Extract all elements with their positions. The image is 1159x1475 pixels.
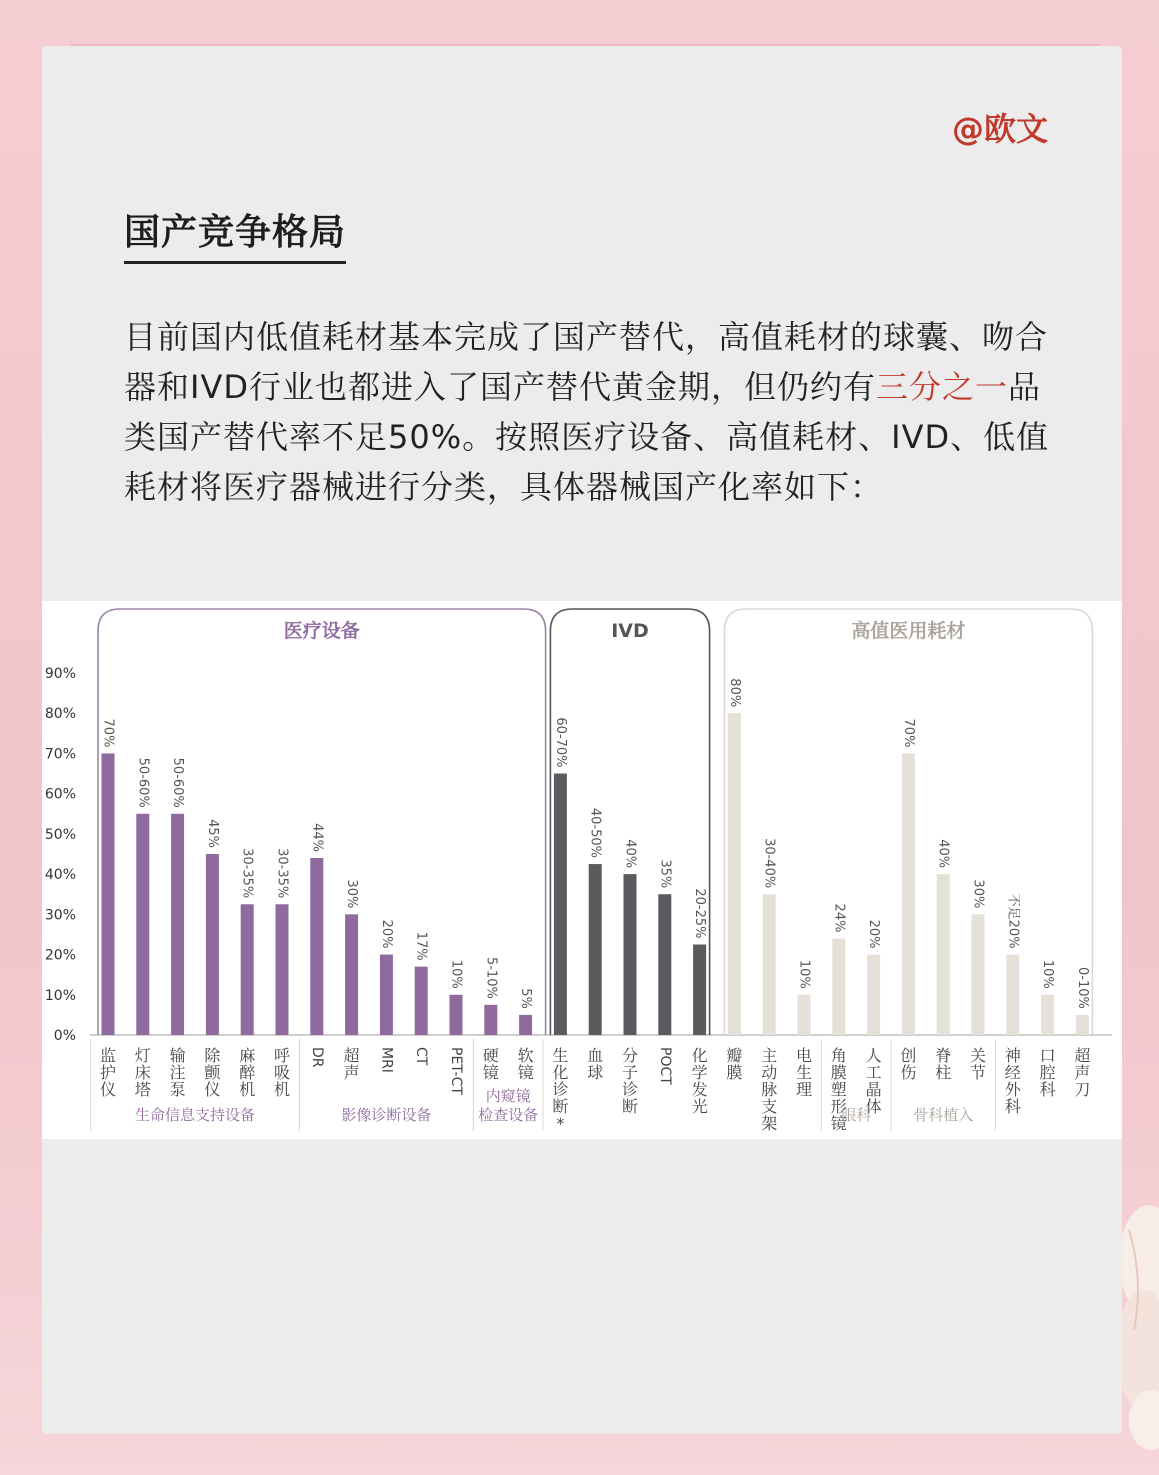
bar-value-label: 30-40%: [761, 838, 777, 889]
bar-value-label: 20-25%: [692, 888, 708, 939]
x-tick-label: 呼吸机: [273, 1046, 291, 1099]
subgroup-label: 骨科植入: [913, 1106, 974, 1124]
bar: [624, 874, 637, 1035]
x-tick-label: 硬镜: [482, 1046, 499, 1082]
x-tick-label: 血球: [587, 1046, 604, 1082]
bar-value-label: 30-35%: [239, 848, 255, 899]
y-tick-label: 70%: [44, 746, 76, 763]
bar-value-label: 30-35%: [274, 848, 290, 899]
x-tick-label: 灯床塔: [134, 1046, 151, 1099]
bar: [136, 814, 149, 1035]
bar: [345, 914, 358, 1035]
bar-value-label: 0-10%: [1074, 967, 1090, 1009]
bar: [658, 894, 671, 1035]
subgroup-label: 眼科: [841, 1106, 872, 1124]
x-tick-label: POCT: [656, 1047, 673, 1085]
bar: [241, 904, 254, 1035]
y-tick-label: 20%: [44, 947, 76, 964]
bar-value-label: 20%: [378, 919, 394, 949]
x-tick-label: CT: [413, 1047, 430, 1066]
bar-value-label: 44%: [309, 823, 325, 853]
bar-value-label: 35%: [657, 859, 673, 889]
subgroup-label: 检查设备: [478, 1106, 539, 1124]
x-tick-label: 主动脉支架: [761, 1046, 778, 1133]
y-tick-label: 80%: [44, 706, 76, 723]
x-tick-label: 电生理: [795, 1046, 813, 1099]
y-tick-label: 90%: [44, 666, 76, 682]
intro-paragraph: [124, 312, 1064, 512]
author-handle: @欧文: [952, 110, 1049, 148]
intro-highlight: 三分之一: [875, 368, 1008, 406]
bar: [1076, 1015, 1089, 1035]
bar-value-label: 24%: [831, 903, 847, 933]
bar: [102, 753, 115, 1035]
bar-value-label: 50-60%: [170, 757, 186, 808]
bar-value-label: 80%: [726, 678, 742, 708]
subgroup-label: 内窥镜: [485, 1087, 531, 1105]
intro-text-part2: 品类国产替代率不足50%。按照医疗设备、高值耗材、IVD、低值耗材将医疗器械进行分类，具体器械国产化率如下：: [124, 368, 1050, 506]
x-tick-label: 软镜: [517, 1046, 534, 1082]
bar-value-label: 60-70%: [552, 717, 568, 768]
x-tick-label: 麻醉机: [239, 1046, 256, 1099]
bar-value-label: 45%: [204, 819, 220, 848]
subgroup-label: 影像诊断设备: [341, 1106, 432, 1124]
bar-value-label: 20%: [866, 919, 882, 949]
bar: [171, 814, 184, 1035]
x-tick-label: MRI: [378, 1047, 395, 1073]
bar: [1006, 955, 1019, 1035]
x-tick-label: PET-CT: [448, 1047, 464, 1095]
bar-value-label: 5%: [518, 988, 534, 1009]
bar-value-label: 17%: [413, 931, 429, 961]
bar: [972, 914, 985, 1035]
y-tick-label: 40%: [44, 867, 76, 884]
x-tick-label: 口腔科: [1039, 1046, 1056, 1099]
bar-value-label: 30%: [344, 879, 360, 909]
x-tick-label: 人工晶体: [865, 1046, 882, 1116]
bar-value-label: 5-10%: [483, 956, 499, 999]
y-tick-label: 60%: [44, 786, 76, 803]
group-title: IVD: [611, 620, 649, 642]
x-tick-label: 超声: [343, 1046, 360, 1082]
subgroup-label: 生命信息支持设备: [134, 1106, 256, 1124]
intro-text-part1: 目前国内低值耗材基本完成了国产替代，高值耗材的球囊、吻合器和IVD行业也都进入了国产替代黄金期，但仍约有: [124, 318, 1049, 406]
bar: [310, 858, 323, 1035]
bar: [937, 874, 950, 1035]
y-tick-label: 0%: [53, 1028, 76, 1044]
chart-panel: [42, 601, 1122, 1139]
bar: [276, 904, 289, 1035]
y-tick-label: 10%: [44, 987, 76, 1004]
bar: [206, 854, 219, 1035]
group-title: 医疗设备: [283, 620, 360, 642]
content-card: [42, 46, 1122, 1434]
bar: [554, 774, 567, 1035]
bar-value-label: 70%: [100, 718, 116, 748]
bar-value-label: 10%: [1040, 959, 1056, 989]
x-tick-label: 分子诊断: [621, 1046, 639, 1116]
bar-value-label: 50-60%: [135, 757, 151, 808]
bar: [763, 894, 776, 1035]
bar-value-label: 10%: [796, 959, 812, 989]
bar: [415, 967, 428, 1035]
x-tick-label: 角膜塑形镜: [830, 1046, 847, 1133]
bar-value-label: 10%: [448, 959, 464, 989]
group-title: 高值医用耗材: [851, 620, 966, 642]
x-tick-label: 脊柱: [935, 1046, 952, 1082]
bar-value-label: 70%: [900, 718, 916, 748]
x-tick-label: 关节: [969, 1046, 987, 1082]
x-tick-label: 创伤: [900, 1046, 917, 1082]
bar: [867, 955, 880, 1035]
x-tick-label: DR: [308, 1047, 325, 1068]
bar: [693, 945, 706, 1036]
bar: [798, 995, 811, 1035]
x-tick-label: 监护仪: [99, 1046, 117, 1099]
x-tick-label: 输注泵: [169, 1046, 186, 1099]
bar: [519, 1015, 532, 1035]
x-tick-label: 生化诊断*: [552, 1046, 569, 1133]
bar-value-label: 不足20%: [1005, 893, 1021, 949]
x-tick-label: 超声刀: [1074, 1046, 1091, 1099]
y-tick-label: 50%: [44, 826, 76, 843]
bar: [484, 1005, 497, 1035]
x-tick-label: 除颤仪: [204, 1046, 221, 1099]
bar: [832, 938, 845, 1035]
bar: [728, 713, 741, 1035]
x-tick-label: 神经外科: [1004, 1046, 1021, 1116]
section-title: 国产竞争格局: [124, 204, 346, 264]
bar-value-label: 40%: [622, 839, 638, 869]
bar: [450, 995, 463, 1035]
bar-value-label: 40%: [935, 839, 951, 869]
bar: [589, 864, 602, 1035]
bar: [1041, 995, 1054, 1035]
localization-rate-chart: [42, 601, 1122, 1139]
bar: [380, 955, 393, 1035]
bar-value-label: 40-50%: [587, 807, 603, 859]
x-tick-label: 瓣膜: [726, 1046, 743, 1082]
bar: [902, 753, 915, 1035]
x-tick-label: 化学发光: [691, 1046, 708, 1116]
y-tick-label: 30%: [44, 907, 76, 924]
bar-value-label: 30%: [970, 879, 986, 909]
